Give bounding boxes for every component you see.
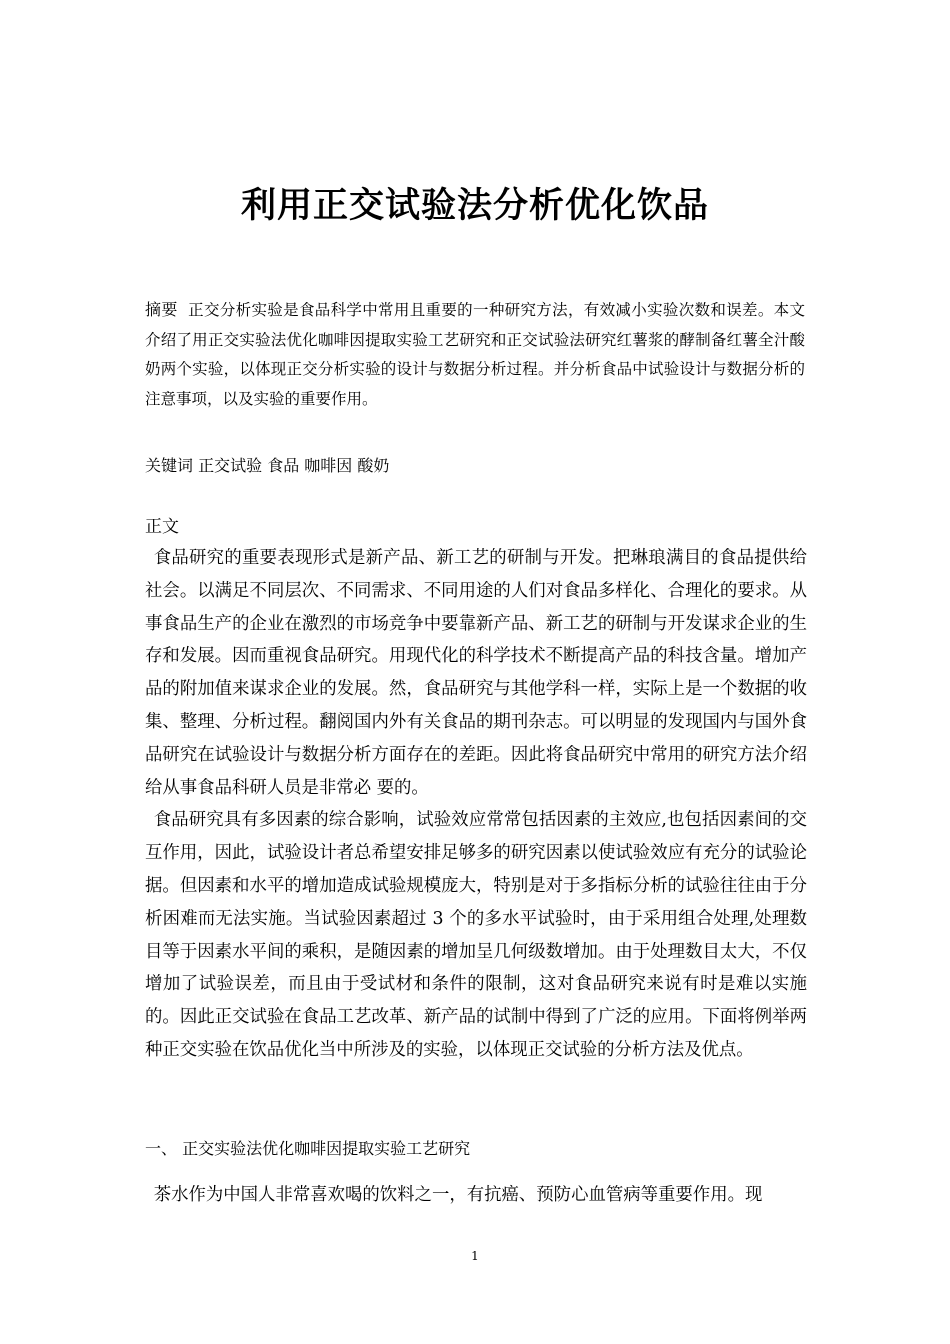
keywords-text: 正交试验 食品 咖啡因 酸奶 bbox=[198, 456, 390, 475]
body-heading: 正文 bbox=[145, 517, 179, 537]
keywords-block bbox=[145, 452, 805, 480]
section-paragraph-line: 茶水作为中国人非常喜欢喝的饮料之一，有抗癌、预防心血管病等重要作用。现 bbox=[153, 1185, 763, 1205]
page-number: 1 bbox=[471, 1249, 479, 1263]
keywords-label: 关键词 bbox=[145, 456, 194, 475]
body-text bbox=[145, 542, 807, 1067]
body-paragraph: 食品研究的重要表现形式是新产品、新工艺的研制与开发。把琳琅满目的食品提供给社会。以满足不同层次、不同需求、不同用途的人们对食品多样化、合理化的要求。从事食品生产的企业在激烈的市场竞争中要靠新产品、新工艺的研制与开发谋求企业的生存和发展。因而重视食品研究。用现代化的科学技术不断提高产品的科技含量。增加产品的附加值来谋求企业的发展。然，食品研究与其他学科一样，实际上是一个数据的收集、整理、分析过程。翻阅国内外有关食品的期刊杂志。可以明显的发现国内与国外食品研究在试验设计与数据分析方面存在的差距。因此将食品研究中常用的研究方法介绍给从事食品科研人员是非常必 要的。 bbox=[145, 548, 807, 798]
section-heading: 一、 正交实验法优化咖啡因提取实验工艺研究 bbox=[145, 1139, 471, 1158]
abstract-text: 正交分析实验是食品科学中常用且重要的一种研究方法，有效减小实验次数和误差。本文介绍了用正交实验法优化咖啡因提取实验工艺研究和正交试验法研究红薯浆的酵制备红薯全汁酸奶两个实验，以体现正交分析实验的设计与数据分析过程。并分析食品中试验设计与数据分析的注意事项，以及实验的重要作用。 bbox=[145, 301, 805, 408]
section-paragraph bbox=[145, 1179, 807, 1212]
abstract-block bbox=[145, 295, 805, 414]
abstract-label: 摘要 bbox=[145, 300, 178, 319]
document-title: 利用正交试验法分析优化饮品 bbox=[240, 186, 709, 226]
body-paragraph: 食品研究具有多因素的综合影响，试验效应常常包括因素的主效应,也包括因素间的交互作用，因此，试验设计者总希望安排足够多的研究因素以使试验效应有充分的试验论据。但因素和水平的增加造成试验规模庞大，特别是对于多指标分析的试验往往由于分析困难而无法实施。当试验因素超过 3 个的多水平试验时，由于采用组合处理,处理数目等于因素水平间的乘积，是随因素的增加呈几何级数增加。由于处理数目太大，不仅增加了试验误差，而且由于受试材和条件的限制，这对食品研究来说有时是难以实施的。因此正交试验在食品工艺改革、新产品的试制中得到了广泛的应用。下面将例举两种正交实验在饮品优化当中所涉及的实验，以体现正交试验的分析方法及优点。 bbox=[145, 810, 807, 1060]
